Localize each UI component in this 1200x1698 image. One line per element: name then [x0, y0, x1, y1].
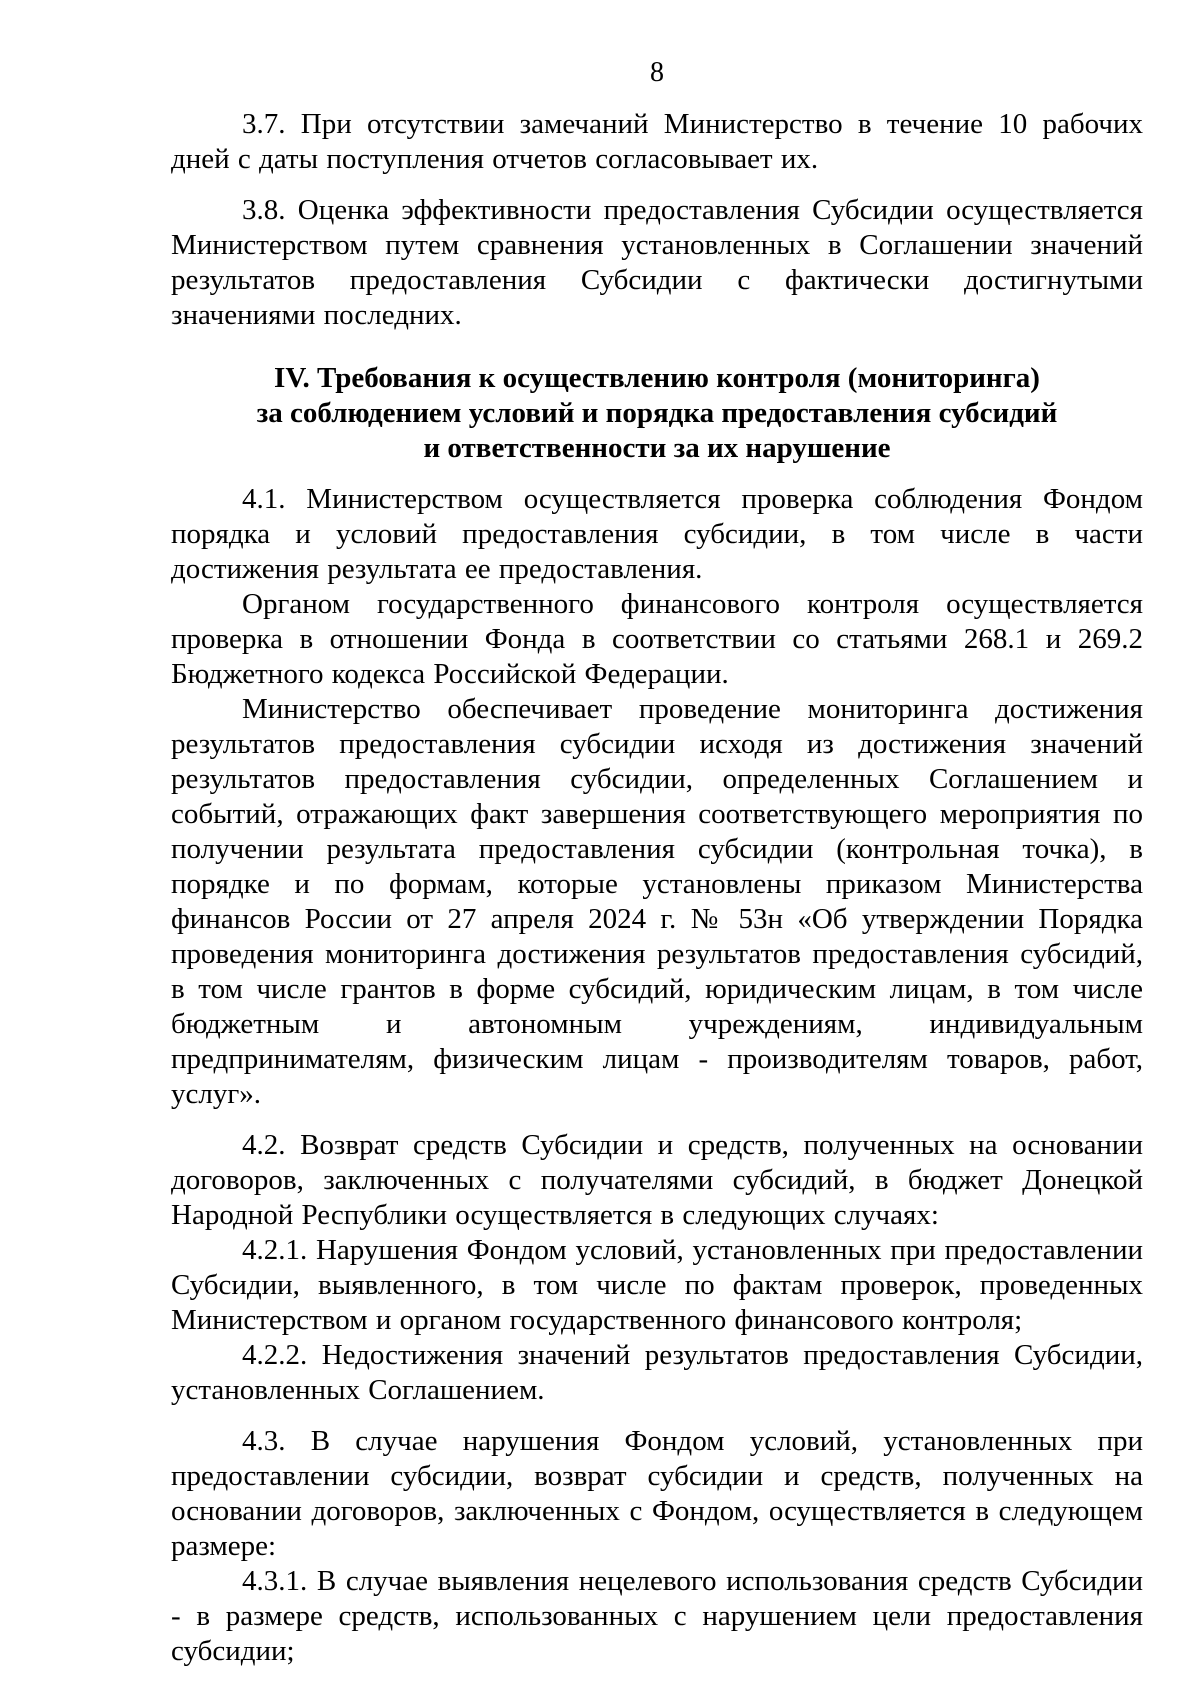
text-column [171, 0, 1143, 1669]
paragraph-4-1: 4.1. Министерством осуществляется проверка соблюдения Фондом порядка и условий предоставления субсидии, в том числе в части достижения результата ее предоставления. [171, 483, 1143, 585]
paragraph-3-7: 3.7. При отсутствии замечаний Министерство в течение 10 рабочих дней с даты поступления отчетов согласовывает их. [171, 108, 1143, 175]
section-heading-iv [171, 361, 1143, 466]
paragraph-4-3-1: 4.3.1. В случае выявления нецелевого использования средств Субсидии - в размере средств, использованных с нарушением цели предоставления субсидии; [171, 1565, 1143, 1667]
heading-line-2: за соблюдением условий и порядка предоставления субсидий [256, 397, 1058, 429]
paragraph-4-2: 4.2. Возврат средств Субсидии и средств, полученных на основании договоров, заключенных с получателями субсидий, в бюджет Донецкой Народной Республики осуществляется в следующих случаях: [171, 1129, 1143, 1231]
paragraph-4-1-organ: Органом государственного финансового контроля осуществляется проверка в отношении Фонда в соответствии со статьями 268.1 и 269.2 Бюджетного кодекса Российской Федерации. [171, 588, 1143, 690]
heading-line-1: IV. Требования к осуществлению контроля (мониторинга) [274, 362, 1040, 394]
paragraph-3-8: 3.8. Оценка эффективности предоставления Субсидии осуществляется Министерством путем сравнения установленных в Соглашении значений результатов предоставления Субсидии с фактически достигнутыми значениями последних. [171, 194, 1143, 331]
paragraph-4-3: 4.3. В случае нарушения Фондом условий, установленных при предоставлении субсидии, возврат субсидии и средств, полученных на основании договоров, заключенных с Фондом, осуществляется в следующем размере: [171, 1425, 1143, 1562]
paragraph-4-2-1: 4.2.1. Нарушения Фондом условий, установленных при предоставлении Субсидии, выявленного, в том числе по фактам проверок, проведенных Министерством и органом государственного финансового контроля; [171, 1234, 1143, 1336]
paragraph-4-1-monitoring: Министерство обеспечивает проведение мониторинга достижения результатов предоставления субсидии исходя из достижения значений результатов предоставления субсидии, определенных Соглашением и событий, отражающих факт завершения соответствующего мероприятия по получении результата предоставления субсидии (контрольная точка), в порядке и по формам, которые установлены приказом Министерства финансов России от 27 апреля 2024 г. № 53н «Об утверждении Порядка проведения мониторинга достижения результатов предоставления субсидий, в том числе грантов в форме субсидий, юридическим лицам, в том числе бюджетным и автономным учреждениям, индивидуальным предпринимателям, физическим лицам - производителям товаров, работ, услуг». [171, 693, 1143, 1110]
paragraph-4-2-2: 4.2.2. Недостижения значений результатов предоставления Субсидии, установленных Соглашением. [171, 1339, 1143, 1406]
heading-line-3: и ответственности за их нарушение [423, 432, 891, 464]
page-number: 8 [650, 57, 664, 88]
